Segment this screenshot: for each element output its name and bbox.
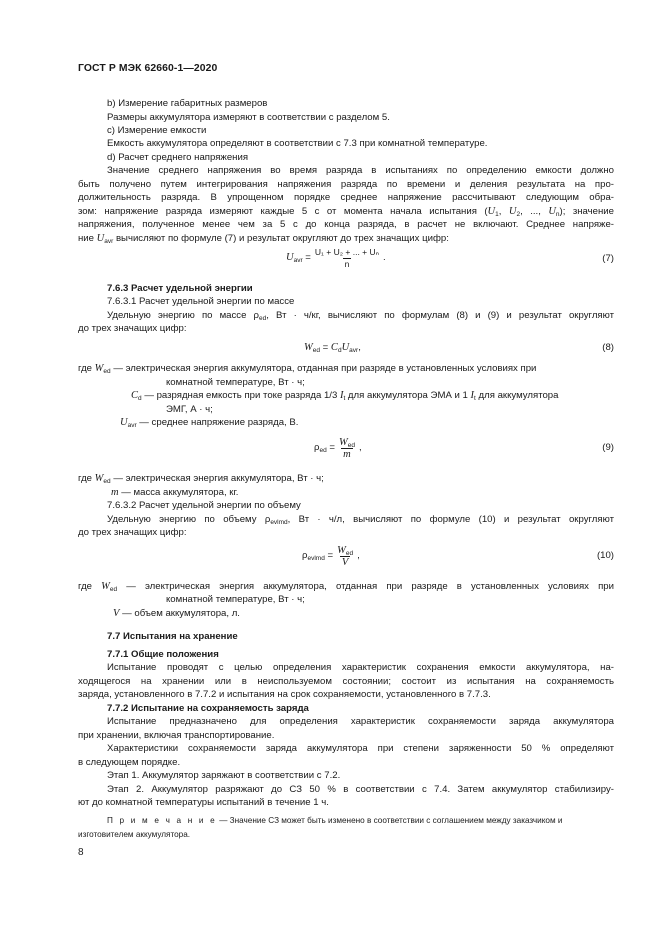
formula-9-number: (9) — [602, 442, 614, 453]
where-line: m — масса аккумулятора, кг. — [111, 487, 239, 498]
formula-7-numerator: U₁ + U₂ + ... + Uₙ — [314, 246, 380, 257]
para-line: при хранении, включая транспортирование. — [78, 730, 275, 741]
where-line: где $W_{ed}$ — электрическая энергия аккумулятора, отданная при разряде в установленных условиях при — [78, 581, 614, 593]
document-header: ГОСТ Р МЭК 62660-1—2020 — [78, 63, 218, 74]
para-line: ют до комнатной температуры испытаний в течение 1 ч. — [78, 797, 329, 808]
para-line: Испытание проводят с целью определения характеристик сохранения емкости аккумулятора, на- — [107, 662, 614, 673]
para-line: до трех значащих цифр: — [78, 323, 187, 334]
formula-10-number: (10) — [596, 550, 614, 561]
note-line: изготовителем аккумулятора. — [78, 830, 191, 839]
formula-10: $\rho_{evlmd}$ = $\frac{W_{ed}}{V}$ , — [302, 544, 360, 568]
item-c-title: c) Измерение емкости — [107, 125, 207, 136]
item-d-title: d) Расчет среднего напряжения — [107, 152, 249, 163]
item-d-para-line: напряжения, полученное менее чем за 5 с до конца разряда, в расчет не включают. Среднее напряже- — [78, 219, 614, 230]
item-d-para-line: ние $U_{avr}$ вычисляют по формуле (7) и результат округляют до трех значащих цифр: — [78, 233, 449, 245]
formula-7: $U_{avr}$ = $\frac{\text{U₁ + U₂ + ... + Uₙ}}{n}$ . — [286, 246, 386, 269]
where-line: где $W_{ed}$ — электрическая энергия аккумулятора, отданная при разряде в установленных условиях при — [78, 363, 537, 375]
formula-9: $\rho_{ed}$ = $\frac{W_{ed}}{m}$ , — [314, 436, 362, 460]
item-d-para-line: Значение среднего напряжения во время разряда в испытаниях по определению емкости должно — [107, 165, 614, 176]
item-d-para-line: быть получено путем интегрирования напряжения разряда по времени и деления результата на про- — [78, 179, 614, 190]
section-7-7-2-title: 7.7.2 Испытание на сохраняемость заряда — [107, 703, 309, 714]
para-line: ходящегося на хранении или в неиспользуемом состоянии; состоит из испытания на сохраняемость — [78, 676, 614, 687]
where-line: комнатной температуре, Вт · ч; — [166, 377, 305, 388]
para-line: Этап 2. Аккумулятор разряжают до СЗ 50 % в соответствии с 7.4. Затем аккумулятор стабилизиру- — [107, 784, 614, 795]
section-7-6-3-title: 7.6.3 Расчет удельной энергии — [107, 283, 253, 294]
section-7-6-3-2-title: 7.6.3.2 Расчет удельной энергии по объему — [107, 500, 301, 511]
formula-8-number: (8) — [602, 342, 614, 353]
where-line: $U_{avr}$ — среднее напряжение разряда, В. — [120, 417, 299, 429]
where-line: V — объем аккумулятора, л. — [113, 608, 240, 619]
para-line: Испытание предназначено для определения характеристик сохраняемости заряда аккумулятора — [107, 716, 614, 727]
where-line: комнатной температуре, Вт · ч; — [166, 594, 305, 605]
item-c-text: Емкость аккумулятора определяют в соответствии с 7.3 при комнатной температуре. — [107, 138, 488, 149]
where-line: где $W_{ed}$ — электрическая энергия аккумулятора, Вт · ч; — [78, 473, 324, 485]
where-line: ЭМГ, А · ч; — [166, 404, 213, 415]
section-7-7-title: 7.7 Испытания на хранение — [107, 631, 238, 642]
item-d-para-line: должительность разряда. В упрощенном порядке среднее напряжение рассчитывают следующим обра- — [78, 192, 614, 203]
para-line: до трех значащих цифр: — [78, 527, 187, 538]
para-line: Характеристики сохраняемости заряда аккумулятора при степени заряженности 50 % определяют — [107, 743, 614, 754]
section-7-6-3-1-title: 7.6.3.1 Расчет удельной энергии по массе — [107, 296, 295, 307]
section-7-7-1-title: 7.7.1 Общие положения — [107, 649, 219, 660]
para-line: Этап 1. Аккумулятор заряжают в соответствии с 7.2. — [107, 770, 341, 781]
para-line: Удельную энергию по объему $\rho_{evlmd}$, Вт · ч/л, вычисляют по формуле (10) и результат округляют — [107, 514, 614, 526]
item-b-text: Размеры аккумулятора измеряют в соответствии с разделом 5. — [107, 112, 390, 123]
item-b-title: b) Измерение габаритных размеров — [107, 98, 268, 109]
note-line: П р и м е ч а н и е — Значение СЗ может быть изменено в соответствии с соглашением между заказчиком и — [107, 816, 563, 825]
para-line: Удельную энергию по массе $\rho_{ed}$, Вт · ч/кг, вычисляют по формулам (8) и (9) и результат округляют — [107, 310, 614, 322]
page-number: 8 — [78, 847, 84, 858]
para-line: в следующем порядке. — [78, 757, 181, 768]
para-line: заряда, установленного в 7.7.2 и испытания на срок сохраняемости, установленного в 7.7.3. — [78, 689, 491, 700]
formula-7-denominator: n — [344, 258, 350, 269]
formula-8: $W_{ed} = C_dU_{avr}$, — [304, 342, 361, 355]
formula-7-number: (7) — [602, 253, 614, 264]
where-line: $C_d$ — разрядная емкость при токе разряда 1/3 $I_t$ для аккумулятора ЭМА и 1 $I_t$ для аккумулятора — [131, 390, 559, 402]
item-d-para-line: зом: напряжение разряда измеряют каждые 5 с от момента начала испытания ($U_1$, $U_2$, ..., $U_n$); значение — [78, 206, 614, 218]
note-label: П р и м е ч а н и е — [107, 816, 217, 825]
